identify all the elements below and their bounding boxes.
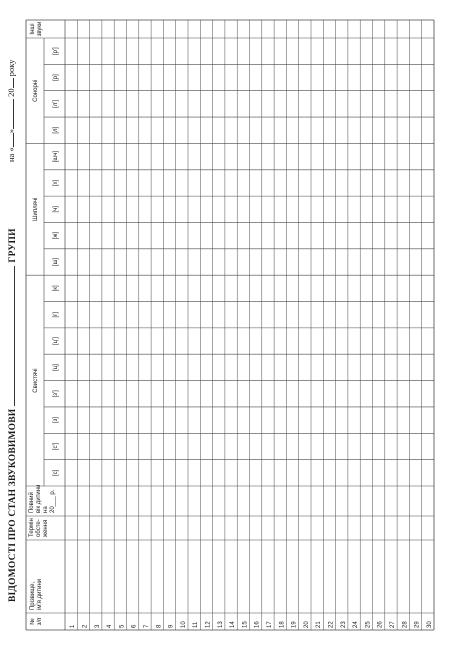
- title-suffix: ГРУПИ: [8, 228, 18, 263]
- row-number: 19: [291, 621, 298, 628]
- row-number: 27: [390, 621, 397, 628]
- header-number: №: [30, 618, 36, 625]
- header-group-2: Шиплячі: [33, 197, 39, 221]
- row-number: 29: [414, 621, 421, 628]
- row-number: 5: [119, 624, 126, 628]
- header-term-line: Термін: [29, 518, 35, 537]
- row-number: 7: [144, 624, 151, 628]
- sound-label: [ц]: [53, 364, 59, 371]
- sound-label: [л']: [53, 99, 59, 108]
- sound-label: [с]: [53, 469, 59, 476]
- header-age-line: вік дитини: [36, 484, 42, 513]
- sound-label: [х]: [53, 179, 59, 187]
- date-prefix: на «: [6, 147, 16, 162]
- header-age-line: на: [43, 506, 49, 513]
- row-number: 8: [156, 624, 163, 628]
- year-suffix: року: [6, 59, 16, 77]
- row-number: 24: [353, 621, 360, 628]
- row-number: 22: [328, 621, 335, 628]
- header-term-line: ження: [43, 519, 49, 537]
- row-number: 2: [82, 624, 89, 628]
- row-number: 9: [168, 624, 175, 628]
- sound-label: [ч]: [53, 206, 59, 213]
- header-other: Інші: [30, 23, 36, 35]
- row-number: 21: [316, 621, 323, 628]
- row-number: 26: [377, 621, 384, 628]
- sound-label: [шч]: [53, 150, 59, 163]
- sound-label: [л]: [53, 126, 59, 134]
- header-name: Прізвище,: [30, 581, 36, 610]
- row-number: 20: [303, 621, 310, 628]
- row-number: 6: [131, 624, 138, 628]
- row-number: 14: [230, 621, 237, 628]
- header-term-line: обсте-: [36, 519, 42, 537]
- title-prefix: ВІДОМОСТІ ПРО СТАН ЗВУКОВИМОВИ: [8, 408, 18, 602]
- row-number: 25: [365, 621, 372, 628]
- row-number: 4: [107, 624, 114, 628]
- sound-label: [р]: [53, 74, 59, 81]
- row-number: 23: [340, 621, 347, 628]
- row-number: 10: [180, 621, 187, 628]
- sound-label: [р']: [53, 47, 59, 56]
- row-number: 13: [217, 621, 224, 628]
- header-age-line: Повний: [29, 492, 35, 513]
- header-number-sub: з/п: [37, 617, 43, 626]
- sound-label: [с']: [53, 442, 59, 451]
- row-number: 3: [94, 624, 101, 628]
- row-number: 18: [279, 621, 286, 628]
- header-age-line: 20___ р.: [50, 489, 56, 513]
- row-number: 28: [402, 621, 409, 628]
- row-number: 1: [70, 624, 77, 628]
- sound-label: [ш]: [53, 257, 59, 267]
- row-number: 11: [193, 621, 200, 628]
- row-number: 17: [267, 621, 274, 628]
- sound-label: [з]: [53, 417, 59, 424]
- sound-label: [ж]: [53, 231, 59, 240]
- header-group-1: Свистячі: [33, 368, 39, 393]
- header-other-sub: звуки: [37, 21, 43, 37]
- sound-label: [ц']: [53, 337, 59, 346]
- sound-label: [к]: [53, 285, 59, 292]
- header-name-sub: ім'я дитини: [37, 578, 43, 610]
- row-number: 12: [205, 621, 212, 628]
- header-group-3: Сонорні: [33, 79, 39, 102]
- row-number: 15: [242, 621, 249, 628]
- row-number: 30: [426, 621, 433, 628]
- date-mid: »: [6, 129, 16, 134]
- sound-label: [г]: [53, 311, 59, 318]
- year-prefix: 20: [6, 88, 16, 97]
- sound-label: [з']: [53, 390, 59, 398]
- row-number: 16: [254, 621, 261, 628]
